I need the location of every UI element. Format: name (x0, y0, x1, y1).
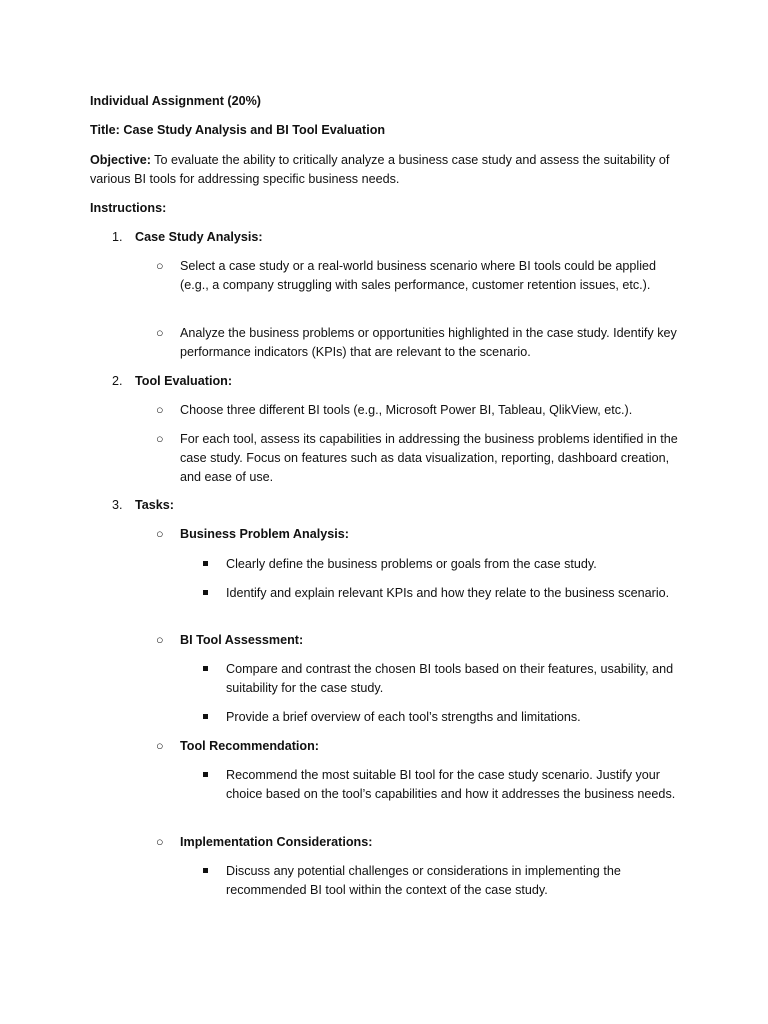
circle-bullet-icon: ○ (156, 739, 164, 753)
square-bullet-icon (203, 868, 208, 873)
objective-text: To evaluate the ability to critically analyze a business case study and assess the suitability of various BI tools for addressing specific business needs. (90, 153, 670, 186)
subsection-title: Tool Recommendation: (180, 739, 319, 753)
list-item: Discuss any potential challenges or considerations in implementing the recommended BI tool within the context of the case study. (226, 864, 621, 897)
list-item: Compare and contrast the chosen BI tools based on their features, usability, and suitability for the case study. (226, 662, 674, 695)
instructions-label: Instructions: (90, 201, 167, 215)
section-number: 3. (112, 498, 123, 512)
section-number: 2. (112, 374, 123, 388)
list-item: Choose three different BI tools (e.g., Microsoft Power BI, Tableau, QlikView, etc.). (180, 403, 633, 417)
section-number: 1. (112, 230, 123, 244)
list-item: Clearly define the business problems or goals from the case study. (226, 557, 597, 571)
circle-bullet-icon: ○ (156, 259, 164, 273)
list-item: Recommend the most suitable BI tool for the case study scenario. Justify your choice based on the tool’s capabilities and how it addresses the business needs. (226, 768, 676, 801)
document-title: Title: Case Study Analysis and BI Tool Evaluation (90, 123, 386, 137)
square-bullet-icon (203, 772, 208, 777)
circle-bullet-icon: ○ (156, 326, 164, 340)
list-item: Analyze the business problems or opportunities highlighted in the case study. Identify key performance indicators (KPIs) that are relevant to the scenario. (180, 326, 677, 359)
list-item: Select a case study or a real-world business scenario where BI tools could be applied (e.g., a company struggling with sales performance, customer retention issues, etc.). (180, 259, 657, 292)
circle-bullet-icon: ○ (156, 432, 164, 446)
circle-bullet-icon: ○ (156, 527, 164, 541)
circle-bullet-icon: ○ (156, 403, 164, 417)
section-title: Tool Evaluation: (135, 374, 233, 388)
section-title: Tasks: (135, 498, 174, 512)
objective-paragraph (90, 151, 690, 189)
assignment-header: Individual Assignment (20%) (90, 94, 261, 108)
circle-bullet-icon: ○ (156, 835, 164, 849)
square-bullet-icon (203, 666, 208, 671)
circle-bullet-icon: ○ (156, 633, 164, 647)
subsection-title: Business Problem Analysis: (180, 527, 349, 541)
square-bullet-icon (203, 561, 208, 566)
list-item: Identify and explain relevant KPIs and how they relate to the business scenario. (226, 586, 670, 600)
objective-label: Objective: (90, 153, 151, 167)
section-title: Case Study Analysis: (135, 230, 263, 244)
subsection-title: Implementation Considerations: (180, 835, 373, 849)
list-item: Provide a brief overview of each tool’s strengths and limitations. (226, 710, 581, 724)
square-bullet-icon (203, 590, 208, 595)
square-bullet-icon (203, 714, 208, 719)
list-item: For each tool, assess its capabilities in addressing the business problems identified in the case study. Focus on features such as data visualization, reporting, dashboard creation, and ease of use. (180, 432, 678, 484)
subsection-title: BI Tool Assessment: (180, 633, 304, 647)
